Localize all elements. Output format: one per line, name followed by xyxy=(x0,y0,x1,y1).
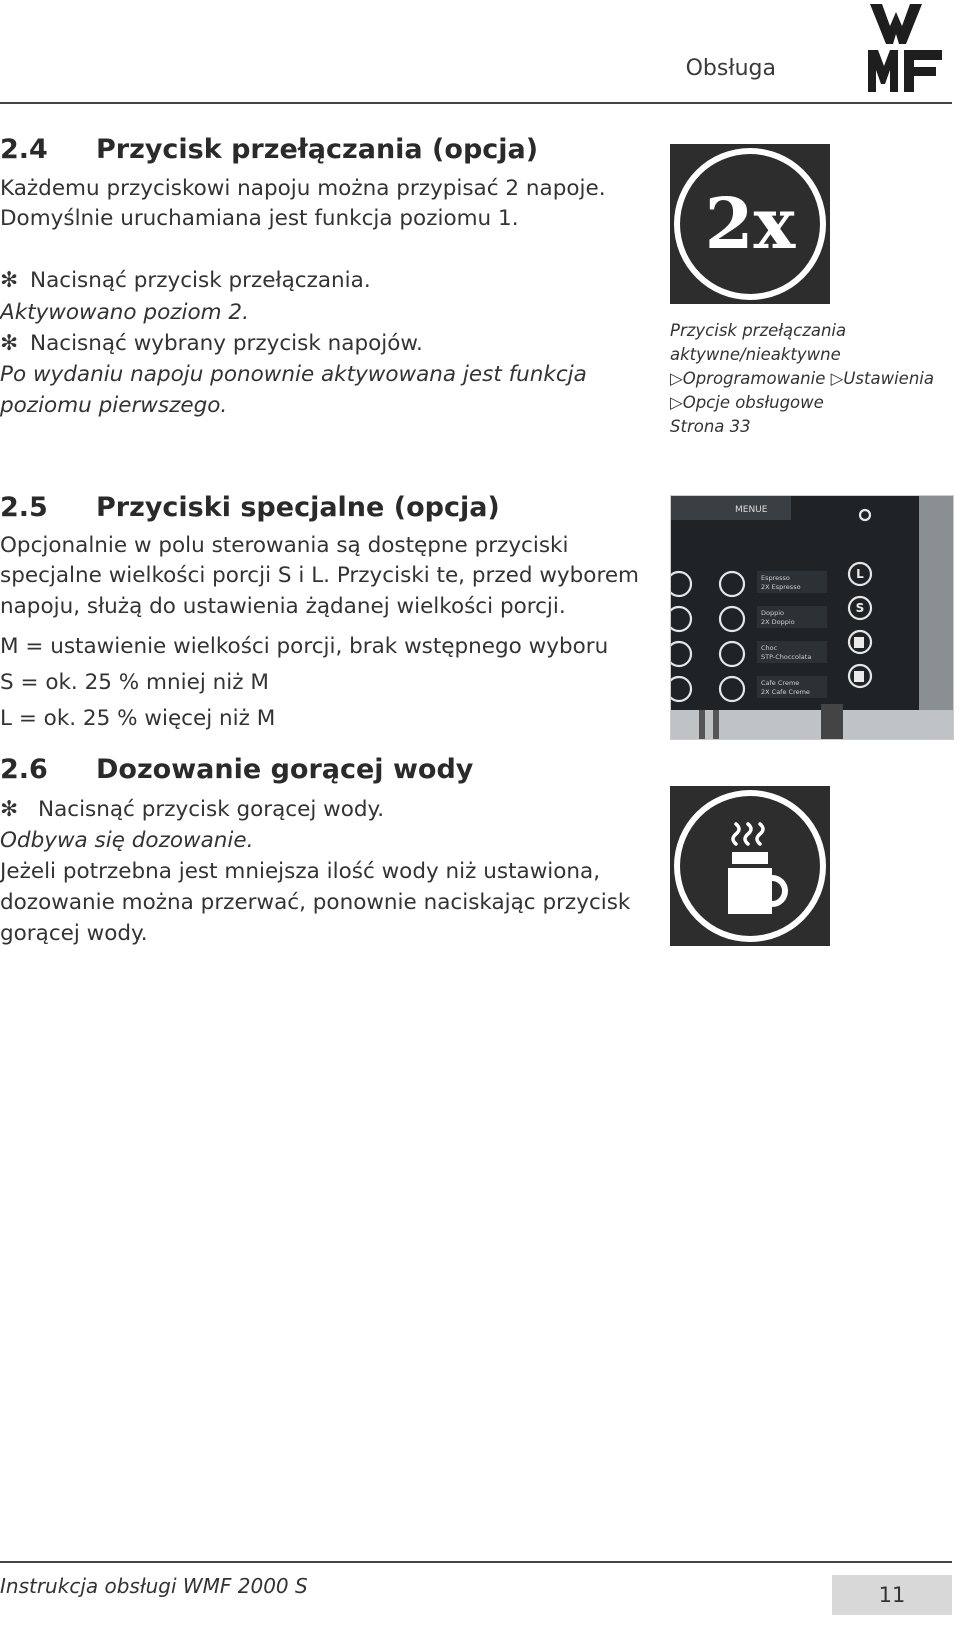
control-panel-photo xyxy=(670,495,954,740)
display-menu-label: MENUE xyxy=(735,505,768,515)
wmf-logo xyxy=(868,4,944,94)
page-number-box xyxy=(832,1575,952,1615)
triangle-icon: ▷ xyxy=(670,393,683,412)
step-marker-icon: ✻ xyxy=(0,331,19,356)
section-title: Przyciski specjalne (opcja) xyxy=(96,492,500,523)
body-text: Jeżeli potrzebna jest mniejsza ilość wody niż ustawiona, xyxy=(0,859,601,884)
section-title: Przycisk przełączania (opcja) xyxy=(96,134,539,165)
panel-label: 2X Cafe Creme xyxy=(761,688,810,696)
step-text: Nacisnąć przycisk gorącej wody. xyxy=(38,797,385,822)
body-text: dozowanie można przerwać, ponownie naciskając przycisk xyxy=(0,890,631,915)
body-text: L = ok. 25 % więcej niż M xyxy=(0,706,276,731)
caption-nav xyxy=(670,393,824,412)
body-text: M = ustawienie wielkości porcji, brak wstępnego wyboru xyxy=(0,634,609,659)
toggle-button-icon xyxy=(670,144,830,304)
step-marker-icon: ✻ xyxy=(0,797,19,822)
step-text: Nacisnąć wybrany przycisk napojów. xyxy=(30,331,423,356)
step-marker-icon: ✻ xyxy=(0,268,19,293)
caption-nav xyxy=(670,369,934,388)
panel-label: STP-Choccolata xyxy=(761,653,812,661)
instruction-step xyxy=(0,797,384,822)
nav-item: Ustawienia xyxy=(843,369,934,388)
panel-button-s: S xyxy=(855,601,865,615)
step-result: Po wydaniu napoju ponownie aktywowana jest funkcja xyxy=(0,362,587,387)
body-text: S = ok. 25 % mniej niż M xyxy=(0,670,269,695)
triangle-icon: ▷ xyxy=(670,369,683,388)
section-title: Dozowanie gorącej wody xyxy=(96,754,474,785)
body-text: Domyślnie uruchamiana jest funkcja poziomu 1. xyxy=(0,206,519,231)
body-text: napoju, służą do ustawienia żądanej wielkości porcji. xyxy=(0,594,566,619)
step-result: poziomu pierwszego. xyxy=(0,393,228,418)
caption-text: aktywne/nieaktywne xyxy=(670,345,841,364)
panel-label: 2X Espresso xyxy=(761,583,801,591)
step-result: Aktywowano poziom 2. xyxy=(0,300,249,325)
footer-manual-title: Instrukcja obsługi WMF 2000 S xyxy=(0,1574,308,1598)
nav-item: Oprogramowanie xyxy=(682,369,826,388)
panel-label: Choc xyxy=(761,644,778,652)
body-text: Każdemu przyciskowi napoju można przypisać 2 napoje. xyxy=(0,176,606,201)
caption-page-ref: Strona 33 xyxy=(670,417,751,436)
header-section-title: Obsługa xyxy=(685,56,776,81)
step-text: Nacisnąć przycisk przełączania. xyxy=(30,268,371,293)
caption-text: Przycisk przełączania xyxy=(670,321,847,340)
panel-label: Doppio xyxy=(761,609,785,617)
body-text: gorącej wody. xyxy=(0,921,148,946)
panel-label: 2X Doppio xyxy=(761,618,795,626)
instruction-step xyxy=(0,268,371,293)
page-number: 11 xyxy=(878,1583,906,1607)
panel-label: Espresso xyxy=(761,574,790,582)
body-text: Opcjonalnie w polu sterowania są dostępne przyciski xyxy=(0,533,569,558)
panel-label: Cafe Creme xyxy=(761,679,800,687)
nav-item: Opcje obsługowe xyxy=(682,393,824,412)
triangle-icon: ▷ xyxy=(830,369,844,388)
hot-water-cup-icon xyxy=(670,786,830,946)
header-rule xyxy=(0,102,952,104)
section-number: 2.6 xyxy=(0,754,48,785)
panel-button-l: L xyxy=(856,567,864,581)
section-number: 2.4 xyxy=(0,134,48,165)
instruction-step xyxy=(0,331,423,356)
step-result: Odbywa się dozowanie. xyxy=(0,828,254,853)
section-number: 2.5 xyxy=(0,492,48,523)
icon-label: 2x xyxy=(704,182,796,265)
footer-rule xyxy=(0,1561,952,1563)
body-text: specjalne wielkości porcji S i L. Przyciski te, przed wyborem xyxy=(0,563,639,588)
